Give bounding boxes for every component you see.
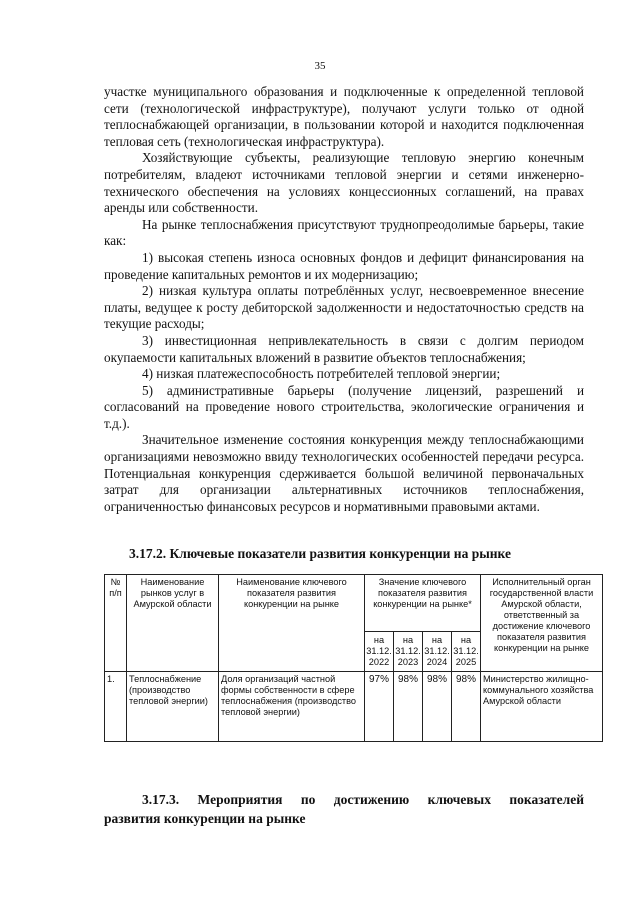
barrier-item-2: 2) низкая культура оплаты потреблённых услуг, несвоевременное внесение платы, ведущее к росту дебиторской задолженности и недостаточностью средств на текущие расходы; [104, 283, 584, 332]
year-2023: на 31.12. 2023 [394, 632, 423, 672]
value-2025: 98% [452, 672, 481, 742]
header-num: № п/п [105, 575, 127, 672]
paragraph-1: участке муниципального образования и подключенные к определенной тепловой сети (технологической инфраструктуре), получают услуги только от одной теплоснабжающей организации, в пользовании которой и находится подключенная тепловая сеть (технологическая инфраструктура). [104, 84, 584, 149]
heading-3-17-3-line-2: развития конкуренции на рынке [104, 811, 306, 826]
heading-3-17-3-line-1: 3.17.3. Мероприятия по достижению ключевых показателей [142, 792, 584, 807]
section-heading-3-17-2: 3.17.2. Ключевые показатели развития конкуренции на рынке [129, 546, 511, 561]
barrier-item-1: 1) высокая степень износа основных фондов и дефицит финансирования на проведение капитальных ремонтов и их модернизацию; [104, 249, 584, 282]
row-num: 1. [105, 672, 127, 742]
year-2024: на 31.12. 2024 [423, 632, 452, 672]
header-value: Значение ключевого показателя развития конкуренции на рынке* [365, 575, 481, 632]
paragraph-3: На рынке теплоснабжения присутствуют труднопреодолимые барьеры, такие как: [104, 216, 584, 249]
row-indicator: Доля организаций частной формы собственности в сфере теплоснабжения (производство тепловой энергии) [219, 672, 365, 742]
barrier-item-3: 3) инвестиционная непривлекательность в связи с долгим периодом окупаемости капитальных вложений в развитие объектов теплоснабжения; [104, 332, 584, 365]
value-2024: 98% [423, 672, 452, 742]
year-2025: на 31.12. 2025 [452, 632, 481, 672]
row-market: Теплоснабжение (производство тепловой энергии) [127, 672, 219, 742]
kpi-table [104, 574, 603, 742]
paragraph-competition: Значительное изменение состояния конкуренция между теплоснабжающими организациями невозможно ввиду технологических особенностей передачи ресурса. Потенциальная конкуренция сдерживается большой величиной первоначальных затрат для организации альтернативных источников теплоснабжения, ограниченностью финансовых ресурсов и нормативными правовыми актами. [104, 432, 584, 514]
table-row [105, 672, 603, 742]
table-header-row [105, 575, 603, 632]
paragraph-2: Хозяйствующие субъекты, реализующие тепловую энергию конечным потребителям, владеют источниками тепловой энергии и сетями инженерно-технического обеспечения на условиях концессионных соглашений, на правах аренды или собственности. [104, 150, 584, 216]
body-text [104, 84, 584, 515]
row-authority: Министерство жилищно-коммунального хозяйства Амурской области [481, 672, 603, 742]
value-2023: 98% [394, 672, 423, 742]
section-heading-3-17-3 [104, 790, 584, 828]
header-authority: Исполнительный орган государственной власти Амурской области, ответственный за достижение ключевого показателя развития конкуренции на рынке [481, 575, 603, 672]
value-2022: 97% [365, 672, 394, 742]
year-2022: на 31.12. 2022 [365, 632, 394, 672]
page-number: 35 [314, 60, 326, 72]
barrier-item-4: 4) низкая платежеспособность потребителей тепловой энергии; [142, 366, 501, 382]
header-indicator: Наименование ключевого показателя развития конкуренции на рынке [219, 575, 365, 672]
header-market: Наименование рынков услуг в Амурской области [127, 575, 219, 672]
barrier-item-5: 5) административные барьеры (получение лицензий, разрешений и согласований на проведение нового строительства, экологические ограничения и т.д.). [104, 382, 584, 431]
